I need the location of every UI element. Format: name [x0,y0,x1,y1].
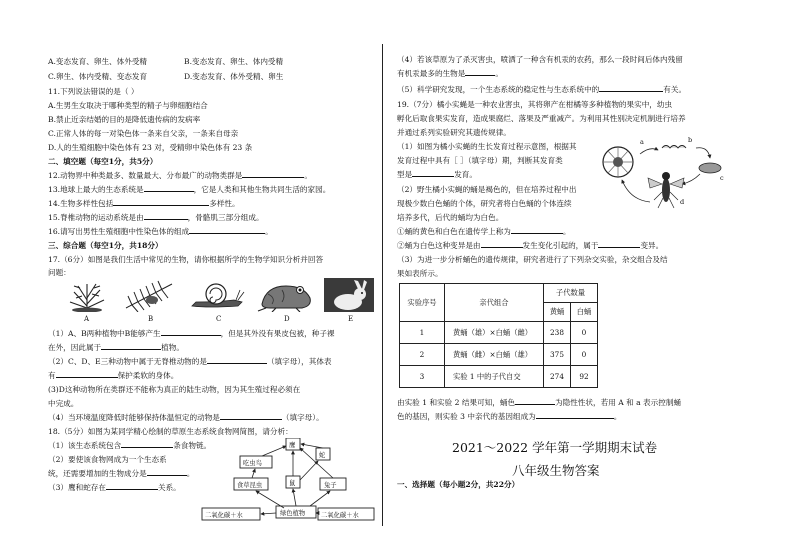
question-19-2-cont-1: 现极少数白色蛹的个体，研究者将白色蛹的个体连续 [397,199,572,208]
picture-label-c: C [216,315,222,323]
frog-picture [256,278,318,312]
bird-label: 吃虫鸟 [243,460,262,467]
question-19-1: （1）如图为橘小实蝇的生长发育过程示意图，根据其 [397,142,577,151]
question-17-1-text-b: ，但是其外没有果皮包被，种子裸 [220,329,335,338]
picture-label-b: B [148,315,154,323]
question-19-2-1: ①蛹的黄色和白色在遗传学上称为 。 [397,227,571,236]
question-16: 16.请写出男性生殖细胞中性染色体的组成 。 [48,227,273,236]
question-17-3: (3)D这种动物所在类群还不能称为真正的陆生动物，因为其生殖过程必须在 [48,385,301,394]
question-19-2-1-text: ①蛹的黄色和白色在遗传学上称为 [397,227,511,236]
snail-picture [188,278,246,312]
question-19-3-cont: 果如表所示。 [397,269,443,278]
co2-left-label: 二氧化碳＋水 [205,512,243,519]
row-3-no: 3 [400,366,445,388]
question-14-text: 14.生物多样性包括 [48,199,114,208]
question-16-text: 16.请写出男性生殖细胞中性染色体的组成 [48,227,190,236]
larva-icon [662,146,686,149]
question-17-3-cont: 中完成。 [48,399,79,408]
option-c: C.卵生、体内受精、变态发育 [48,72,148,81]
question-18-4-cont: 有机汞最多的生物是 。 [397,69,503,78]
question-19-2-cont-2: 培养多代，后代的蛹均为白色。 [397,213,504,222]
question-18-4: （4）若该草原为了杀灭害虫，喷洒了一种含有机汞的农药，那么一段时间后体内残留 [397,55,683,64]
header-parent-combination: 亲代组合 [445,284,544,322]
stage-label-a: a [640,138,644,146]
answer-sheet-title: 2021～2022 学年第一学期期末试卷 [452,440,658,455]
question-19-2-2-text: ②蛹为白色这种变异是由 [397,241,481,250]
question-19-1-text-d: 发育。 [454,170,477,179]
header-offspring-count: 子代数量 [544,284,598,303]
cross-experiment-table [399,283,598,388]
question-19-1-text-c: 型是 [397,170,413,179]
row-2-parent: 黄蛹（雌）×白蛹（雄） [445,344,544,366]
option-d: D.变态发育、体外受精、卵生 [184,72,284,81]
question-18-2-cont: 统，还需要增加的生物成分是 。 [48,469,195,478]
question-18-5-text-b: 有关。 [663,85,687,94]
hawk-label: 鹰 [289,442,296,449]
question-17-4 [48,414,324,422]
question-17-2-text-b: （填字母），其体表 [266,357,332,366]
question-18: 18.（5分）如图为某同学精心绘制的草原生态系统食物网简图，请分析： [48,427,293,436]
snake-label: 蛇 [319,452,326,459]
mouse-label: 鼠 [289,480,296,487]
fruit-fly-development-diagram [600,134,732,222]
answer-sheet-subtitle: 八年级生物答案 [512,463,600,478]
question-17-cont: 问题： [48,268,71,277]
question-17-2-cont [48,372,178,380]
question-19-2: （2）野生橘小实蝇的蛹是褐色的，但在培养过程中出 [397,185,577,194]
option-b: B.变态发育、卵生、体内受精 [184,57,284,66]
question-18-3-text: （3）鹰和蛇存在 [48,483,106,492]
question-11-a: A.生男生女取决于哪种类型的精子与卵细胞结合 [48,101,208,110]
question-17-2 [48,358,332,366]
question-18-1 [48,442,211,450]
stage-label-c: c [720,174,724,182]
question-19: 19.（7分）橘小实蝇是一种农业害虫，其将卵产在柑橘等多种植物的果实中，幼虫 [397,100,673,109]
table-row [400,322,598,344]
picture-label-e: E [348,315,354,323]
insect-label: 食草昆虫 [237,482,263,489]
row-1-yellow: 238 [544,322,571,344]
question-13-text-b: ，它是人类和其他生物共同生活的家园。 [193,185,331,194]
question-19-4-text-b: 为隐性性状，若用 A 和 a 表示控制蛹 [555,398,682,407]
question-17: 17.（6分）如图是我们生活中常见的生物，请你根据所学的生物学知识分析并回答 [48,255,324,264]
section-fill-blank-heading: 二、填空题（每空1分，共5分） [48,157,158,166]
question-19-3: （3）为进一步分析蛹色的遗传规律，研究者进行了下列杂交实验，杂交组合及结 [397,255,668,264]
question-11-d: D.人的生殖细胞中染色体有 23 对，受精卵中染色体有 23 条 [48,143,253,152]
row-2-no: 2 [400,344,445,366]
question-18-4-text-b: 有机汞最多的生物是 [397,69,466,78]
question-17-1-text-d: 植物。 [161,343,184,352]
header-white-pupa: 白蛹 [571,303,598,322]
question-17-4-text: （4）当环境温度降低时能够保持体温恒定的动物是 [48,413,220,422]
question-14-text-b: 多样性。 [209,199,240,208]
question-11-b: B.禁止近亲结婚的目的是降低遗传病的发病率 [48,115,201,124]
question-15-text: 15.脊椎动物的运动系统是由 [48,213,144,222]
question-18-3-text-b: 关系。 [158,483,181,492]
plant-label: 绿色植物 [280,510,306,517]
answer-section-choice-heading: 一、选择题（每小题2分，共22分） [397,480,520,489]
question-17-1 [48,330,335,338]
adult-fly-icon [648,172,684,208]
question-17-1-cont [48,344,184,352]
question-19-4-text-c: 色的基因，则实验 3 中亲代的基因组成为 [397,412,536,421]
row-2-yellow: 375 [544,344,571,366]
question-18-3 [48,484,181,492]
question-18-2: （2）要使该食物网成为一个生态系 [48,455,167,464]
question-17-2-text-c: 有 [48,371,56,380]
question-19-4-text: 由实验 1 和实验 2 结果可知，蛹色 [397,398,516,407]
row-3-yellow: 274 [544,366,571,388]
question-15 [48,214,264,222]
question-19-4 [397,399,681,407]
pine-branch-picture [122,278,178,312]
question-17-2-text: （2）C、D、E三种动物中属于无脊椎动物的是 [48,357,207,366]
question-19-4-cont: 色的基因，则实验 3 中亲代的基因组成为 。 [397,412,622,421]
rabbit-picture [324,278,374,312]
question-18-1-text-b: 条食物链。 [173,441,212,450]
stage-label-b: b [688,136,693,144]
question-12: 12.动物界中种类最多、数量最大、分布最广的动物类群是 。 [48,171,312,180]
question-19-1-cont-2 [397,171,477,179]
question-19-2-2-text-c: 变异。 [640,241,664,250]
table-row [400,366,598,388]
question-19-cont-1: 孵化后取食果实发育，造成果腐烂、落果及严重减产。为利用其性别决定机制进行培养 [397,114,686,123]
question-11-c: C.正常人体的每一对染色体一条来自父亲，一条来自母亲 [48,129,239,138]
stage-label-d: d [680,198,685,206]
row-3-parent: 实验 1 中的子代自交 [445,366,544,388]
row-1-white: 0 [571,322,598,344]
row-1-parent: 黄蛹（雄）×白蛹（雌） [445,322,544,344]
question-17-2-text-d: 保护柔软的身体。 [117,371,179,380]
question-11: 11.下列说法错误的是（ ） [48,87,139,96]
question-19-1-cont: 发育过程中具有［ ］（填字母）期，判断其发育类 [397,156,563,165]
question-18-5-text: （5）科学研究发现，一个生态系统的稳定性与生态系统中的 [397,85,600,94]
question-17-1-text: （1）A、B两种植物中B能够产生 [48,329,161,338]
table-row [400,344,598,366]
question-18-5 [397,86,686,94]
picture-label-a: A [84,315,90,323]
question-19-2-2-text-b: 发生变化引起的，属于 [522,241,599,250]
question-12-text: 12.动物界中种类最多、数量最大、分布最广的动物类群是 [48,171,243,180]
food-web-diagram [200,438,376,532]
row-1-no: 1 [400,322,445,344]
column-divider [382,44,383,526]
question-18-2-text-b: 统，还需要增加的生物成分是 [48,469,147,478]
question-18-1-text: （1）该生态系统包含 [48,441,122,450]
question-17-4-text-b: （填字母）。 [281,413,324,422]
picture-label-d: D [284,315,290,323]
option-a: A.变态发育、卵生、体外受精 [48,57,148,66]
header-yellow-pupa: 黄蛹 [544,303,571,322]
section-comprehensive-heading: 三、综合题（每空1分，共18分） [48,241,163,250]
question-17-1-text-c: 在外，因此属于 [48,343,102,352]
question-14 [48,200,240,208]
co2-right-label: 二氧化碳＋水 [321,512,359,519]
question-19-2-2 [397,242,663,250]
row-2-white: 0 [571,344,598,366]
question-13 [48,186,330,194]
pupa-icon [699,163,721,173]
row-3-white: 92 [571,366,598,388]
question-13-text: 13.地球上最大的生态系统是 [48,185,144,194]
question-15-text-b: ，骨骼肌三部分组成。 [187,213,264,222]
rabbit-label: 兔子 [324,482,337,489]
moss-plant-picture [62,278,112,312]
question-19-cont-2: 并通过系列实验研究其遗传规律。 [397,128,511,137]
header-experiment-no: 实验序号 [400,284,445,322]
